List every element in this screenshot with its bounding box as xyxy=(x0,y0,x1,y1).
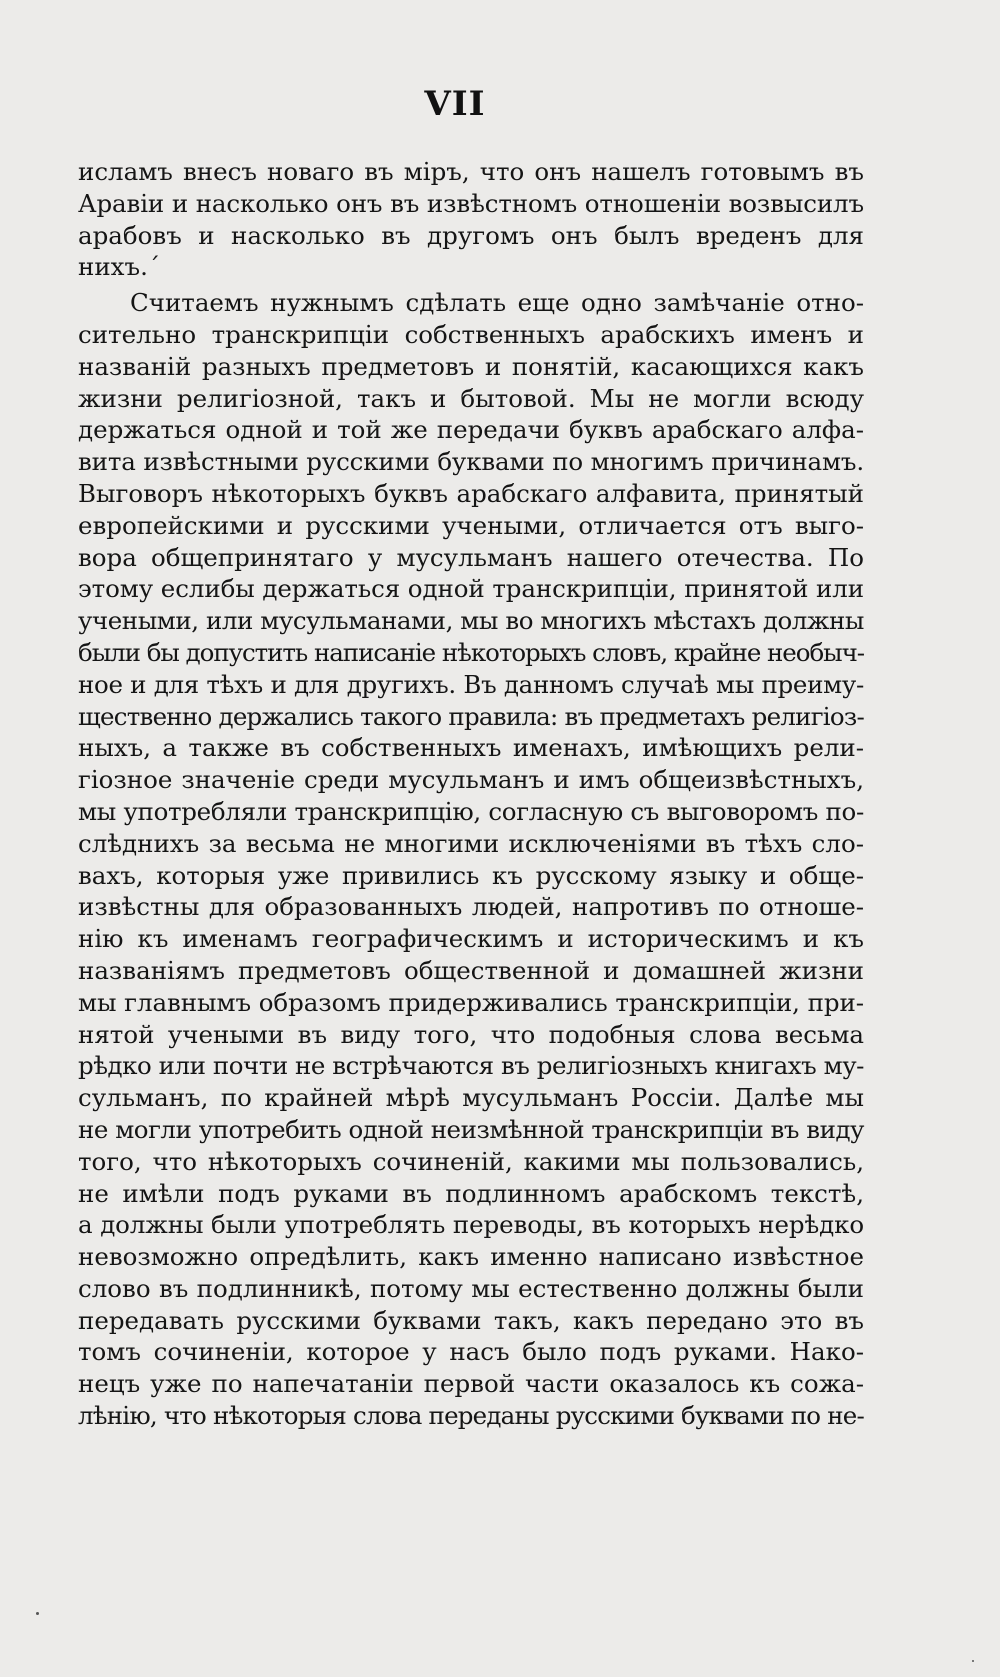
text-line: вита извѣстными русскими буквами по многимъ причинамъ. xyxy=(78,447,864,477)
text-line: ныхъ, а также въ собственныхъ именахъ, имѣющихъ рели- xyxy=(78,733,864,763)
text-line: рѣдко или почти не встрѣчаются въ религіозныхъ книгахъ му- xyxy=(78,1051,864,1081)
text-line: лѣнію, что нѣкоторыя слова переданы русскими буквами по не- xyxy=(78,1401,864,1431)
paragraph-1 xyxy=(78,156,864,283)
text-line: были бы допустить написаніе нѣкоторыхъ словъ, крайне необыч- xyxy=(78,637,864,667)
text-line: не имѣли подъ руками въ подлинномъ арабскомъ текстѣ, xyxy=(78,1178,864,1208)
page-number: VII xyxy=(424,84,486,124)
text-line: названій разныхъ предметовъ и понятій, касающихся какъ xyxy=(78,351,864,381)
text-line: слѣднихъ за весьма не многими исключеніями въ тѣхъ сло- xyxy=(78,828,864,858)
text-line: сительно транскрипціи собственныхъ арабскихъ именъ и xyxy=(78,319,864,349)
paper-speck xyxy=(36,1612,39,1615)
text-line: вора общепринятаго у мусульманъ нашего отечества. По xyxy=(78,542,864,572)
text-line: мы главнымъ образомъ придерживались транскрипціи, при- xyxy=(78,987,864,1017)
text-line: названіямъ предметовъ общественной и домашней жизни xyxy=(78,955,864,985)
text-line: сульманъ, по крайней мѣрѣ мусульманъ Россіи. Далѣе мы xyxy=(78,1083,864,1113)
text-line: не могли употребить одной неизмѣнной транскрипціи въ виду xyxy=(78,1114,865,1144)
text-line: слово въ подлинникѣ, потому мы естественно должны были xyxy=(78,1273,864,1303)
body-text xyxy=(78,156,864,1432)
text-line: невозможно опредѣлить, какъ именно написано извѣстное xyxy=(78,1242,864,1272)
text-line: Выговоръ нѣкоторыхъ буквъ арабскаго алфавита, принятый xyxy=(78,478,864,508)
text-line: гіозное значеніе среди мусульманъ и имъ общеизвѣстныхъ, xyxy=(78,765,864,795)
text-line: томъ сочиненіи, которое у насъ было подъ руками. Нако- xyxy=(78,1337,864,1367)
text-line: исламъ внесъ новаго въ міръ, что онъ нашелъ готовымъ въ xyxy=(78,157,864,186)
text-line: а должны были употреблять переводы, въ которыхъ нерѣдко xyxy=(78,1210,864,1240)
text-line: передавать русскими буквами такъ, какъ передано это въ xyxy=(78,1305,864,1335)
paragraph-2 xyxy=(78,287,864,1432)
text-line: нихъ.´ xyxy=(78,252,161,282)
text-line: этому еслибы держаться одной транскрипціи, принятой или xyxy=(78,574,864,604)
text-line: того, что нѣкоторыхъ сочиненій, какими мы пользовались, xyxy=(78,1146,864,1176)
text-line: жизни религіозной, такъ и бытовой. Мы не могли всюду xyxy=(78,383,864,413)
text-line: нятой учеными въ виду того, что подобныя слова весьма xyxy=(78,1019,864,1049)
text-line: извѣстны для образованныхъ людей, напротивъ по отноше- xyxy=(78,892,864,922)
text-line: европейскими и русскими учеными, отличается отъ выго- xyxy=(78,510,864,540)
text-line: ное и для тѣхъ и для другихъ. Въ данномъ случаѣ мы преиму- xyxy=(78,669,864,699)
text-line: Аравіи и насколько онъ въ извѣстномъ отношеніи возвысилъ xyxy=(78,188,864,218)
text-line: Считаемъ нужнымъ сдѣлать еще одно замѣчаніе отно- xyxy=(130,288,864,318)
text-line: мы употребляли транскрипцію, согласную съ выговоромъ по- xyxy=(78,796,864,826)
text-line: нецъ уже по напечатаніи первой части оказалось къ сожа- xyxy=(78,1369,864,1399)
text-line: держаться одной и той же передачи буквъ арабскаго алфа- xyxy=(78,415,864,445)
text-line: вахъ, которыя уже привились къ русскому языку и обще- xyxy=(78,860,864,890)
text-line: нію къ именамъ географическимъ и историческимъ и къ xyxy=(78,924,864,954)
paper-speck xyxy=(972,1660,974,1662)
text-line: учеными, или мусульманами, мы во многихъ мѣстахъ должны xyxy=(78,606,865,636)
text-line: щественно держались такого правила: въ предметахъ религіоз- xyxy=(78,701,864,731)
text-line: арабовъ и насколько въ другомъ онъ былъ вреденъ для xyxy=(78,220,864,250)
